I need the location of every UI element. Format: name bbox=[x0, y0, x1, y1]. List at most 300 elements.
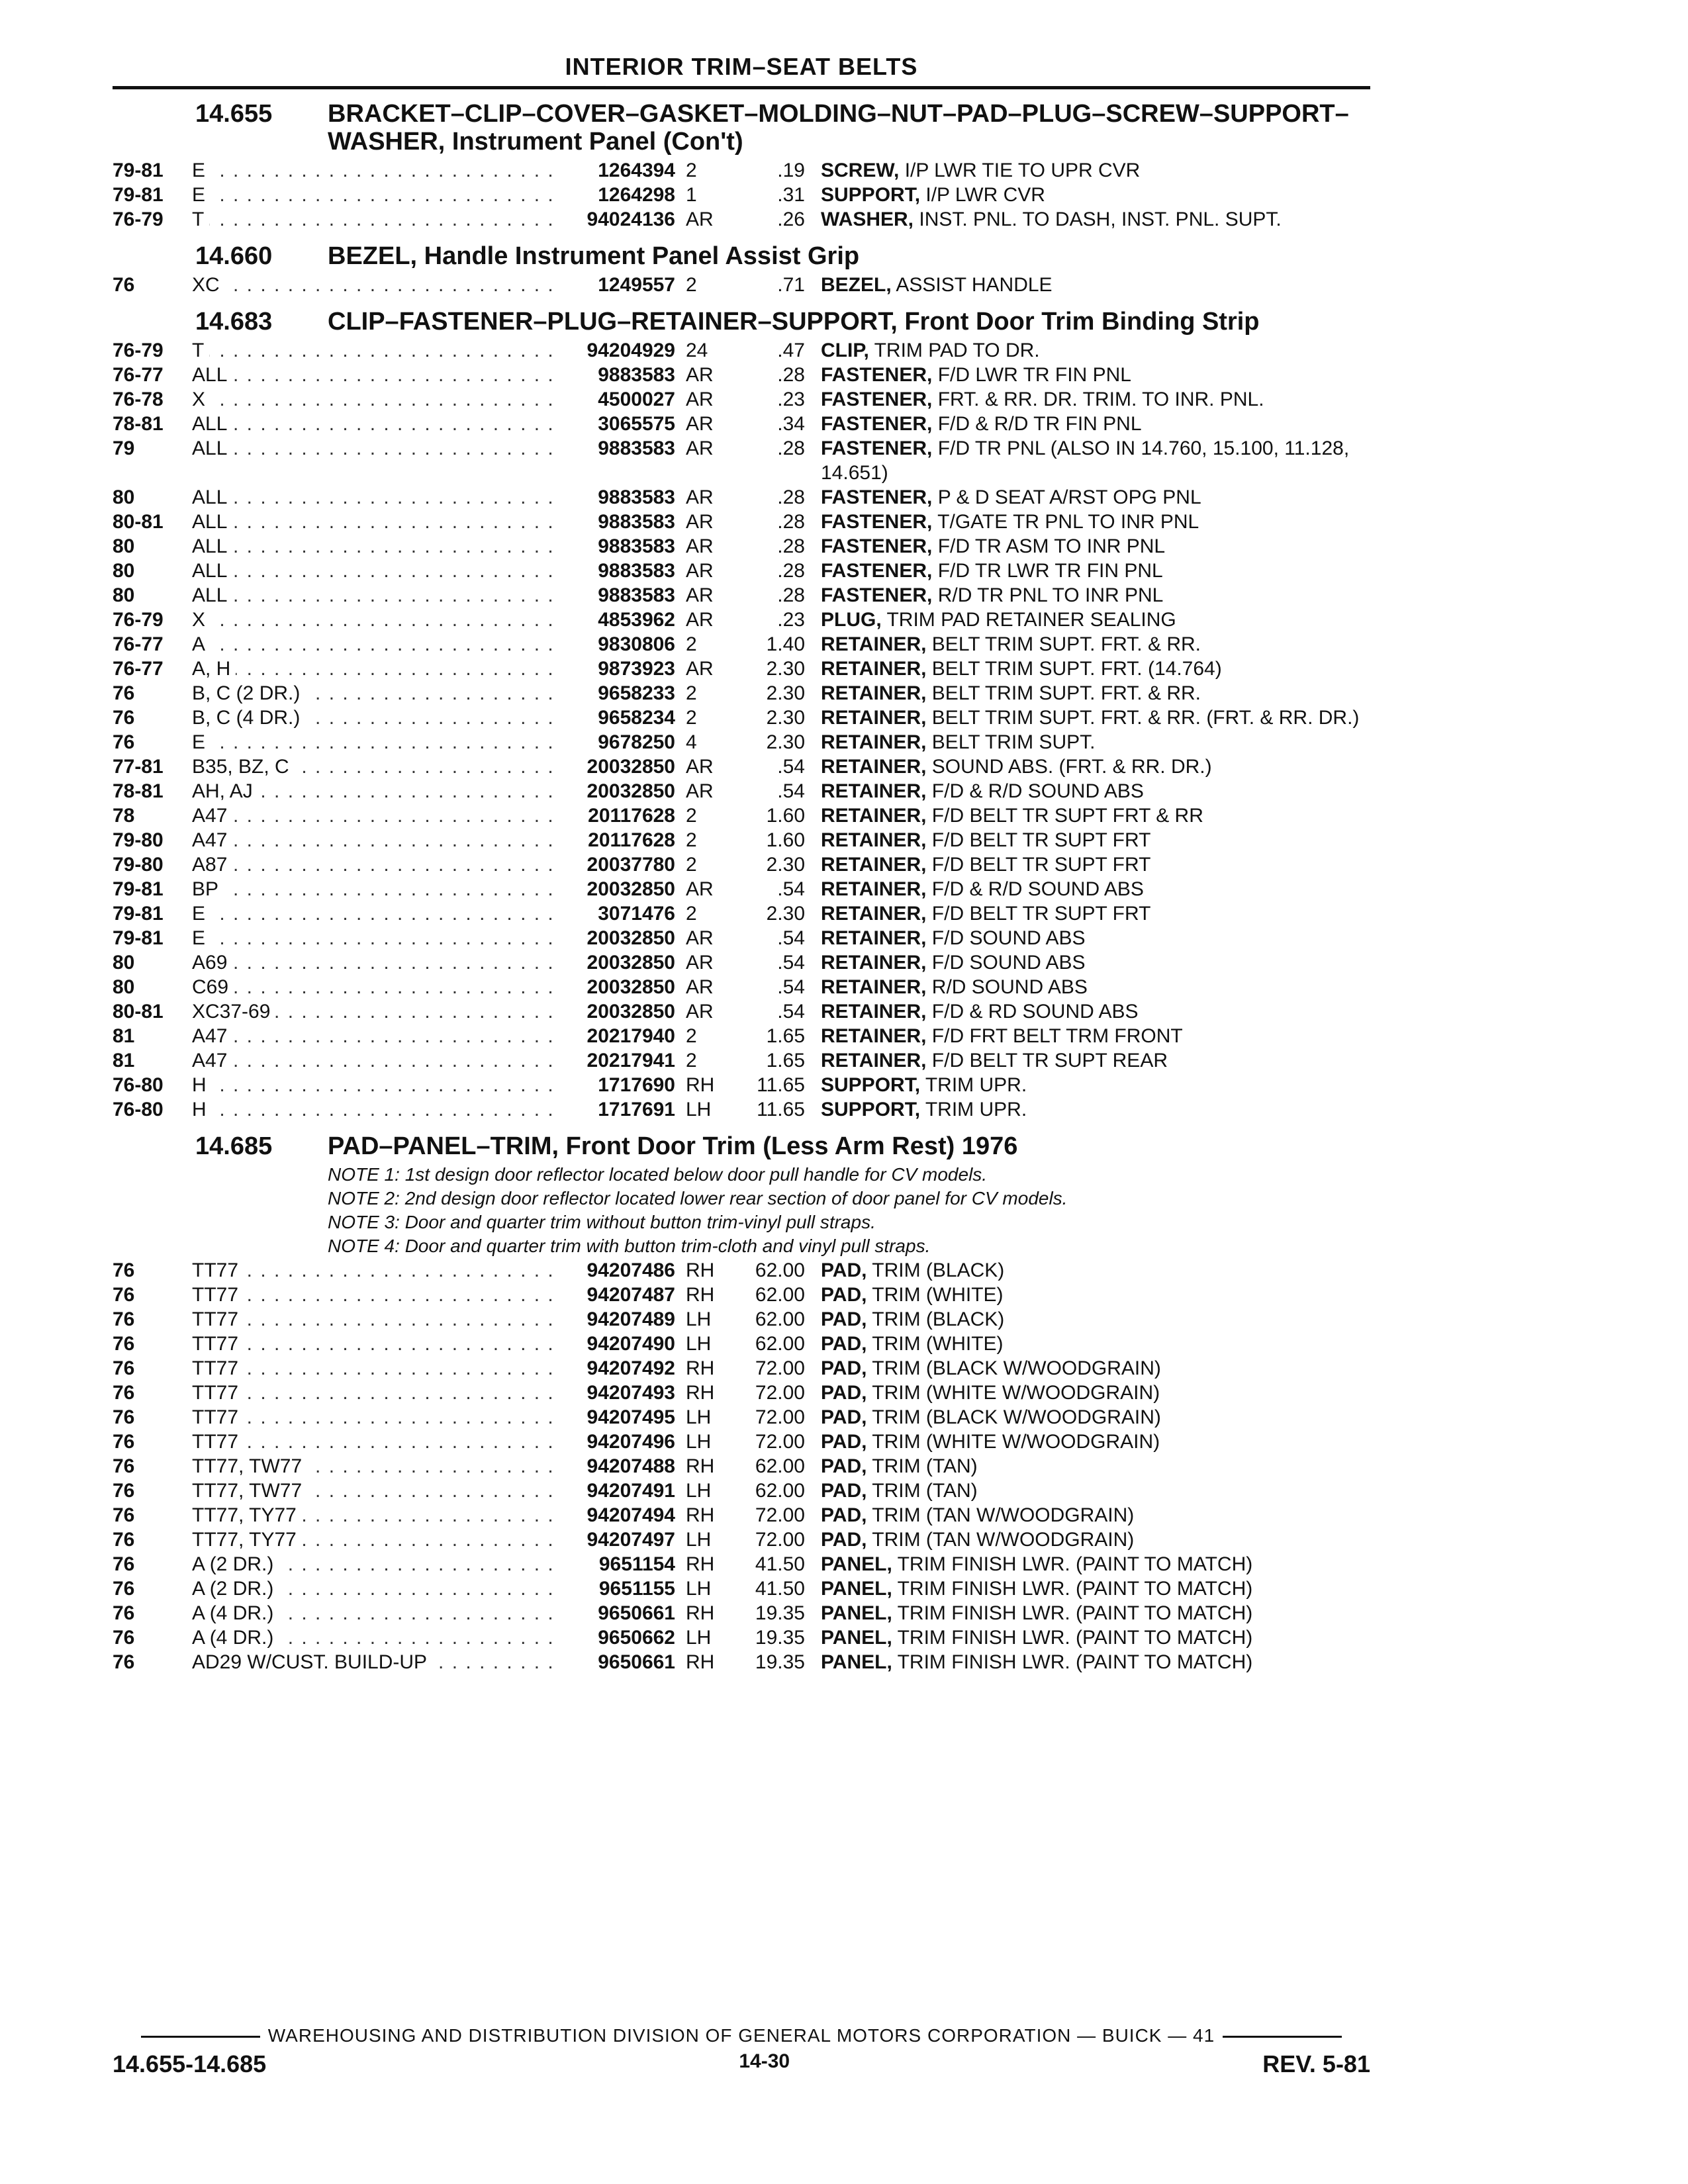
price-cell: .54 bbox=[777, 927, 805, 949]
description-name: RETAINER, bbox=[821, 780, 927, 802]
description-name: RETAINER, bbox=[821, 854, 927, 876]
model-cell bbox=[192, 1097, 563, 1122]
model-cell bbox=[192, 387, 563, 412]
part-number-cell: 94207492 bbox=[586, 1357, 675, 1379]
year-cell: 76-79 bbox=[113, 340, 164, 361]
table-row bbox=[113, 1430, 1370, 1454]
price-cell: .54 bbox=[777, 976, 805, 998]
model-cell bbox=[192, 1356, 563, 1381]
part-number-cell: 94207486 bbox=[586, 1259, 675, 1281]
section-number: 14.683 bbox=[195, 308, 273, 336]
model-cell bbox=[192, 705, 563, 730]
year-cell: 78 bbox=[113, 805, 135, 827]
description-name: PAD, bbox=[821, 1431, 867, 1453]
model-text: XC37-69 bbox=[192, 1001, 275, 1023]
section-heading bbox=[113, 242, 1370, 270]
year-cell: 76 bbox=[113, 1504, 135, 1526]
quantity-cell: AR bbox=[686, 388, 714, 410]
part-number-cell: 9650661 bbox=[598, 1651, 675, 1673]
model-text: ALL bbox=[192, 560, 232, 582]
description-text: F/D TR ASM TO INR PNL bbox=[937, 535, 1166, 557]
quantity-cell: LH bbox=[686, 1308, 712, 1330]
description-text: TRIM UPR. bbox=[925, 1074, 1027, 1096]
description-name: RETAINER, bbox=[821, 1001, 927, 1023]
description-cell bbox=[821, 926, 1370, 950]
price-cell: .19 bbox=[777, 159, 805, 181]
quantity-cell: AR bbox=[686, 658, 714, 680]
price-cell: 41.50 bbox=[755, 1578, 805, 1600]
part-number-cell: 1264394 bbox=[598, 159, 675, 181]
section-heading bbox=[113, 100, 1370, 156]
table-row bbox=[113, 877, 1370, 901]
table-row bbox=[113, 608, 1370, 632]
quantity-cell: 2 bbox=[686, 854, 697, 876]
model-text: E bbox=[192, 731, 211, 753]
year-cell: 76-77 bbox=[113, 658, 164, 680]
description-text: R/D TR PNL TO INR PNL bbox=[937, 584, 1164, 606]
table-row bbox=[113, 436, 1370, 485]
quantity-cell: LH bbox=[686, 1480, 712, 1502]
table-row bbox=[113, 1601, 1370, 1625]
part-number-cell: 9650661 bbox=[598, 1602, 675, 1624]
description-text: I/P LWR CVR bbox=[925, 184, 1045, 206]
model-cell bbox=[192, 1048, 563, 1073]
description-cell bbox=[821, 901, 1370, 926]
description-name: RETAINER, bbox=[821, 927, 927, 949]
model-text: ALL bbox=[192, 364, 232, 386]
price-cell: .54 bbox=[777, 878, 805, 900]
table-row bbox=[113, 975, 1370, 999]
model-text: ALL bbox=[192, 535, 232, 557]
part-number-cell: 9883583 bbox=[598, 560, 675, 582]
description-name: PAD, bbox=[821, 1333, 867, 1355]
year-cell: 78-81 bbox=[113, 780, 164, 802]
part-number-cell: 4500027 bbox=[598, 388, 675, 410]
description-text: BELT TRIM SUPT. FRT. & RR. bbox=[931, 633, 1201, 655]
description-text: F/D BELT TR SUPT FRT & RR bbox=[931, 805, 1203, 827]
model-cell bbox=[192, 338, 563, 363]
price-cell: .28 bbox=[777, 560, 805, 582]
description-cell bbox=[821, 207, 1370, 232]
quantity-cell: AR bbox=[686, 364, 714, 386]
price-cell: 19.35 bbox=[755, 1602, 805, 1624]
description-name: PANEL, bbox=[821, 1553, 892, 1575]
model-text: H bbox=[192, 1074, 212, 1096]
description-cell bbox=[821, 583, 1370, 608]
price-cell: .28 bbox=[777, 364, 805, 386]
table-row bbox=[113, 950, 1370, 975]
table-row bbox=[113, 1332, 1370, 1356]
model-cell bbox=[192, 975, 563, 999]
description-cell bbox=[821, 852, 1370, 877]
description-text: BELT TRIM SUPT. FRT. & RR. (FRT. & RR. DR.) bbox=[931, 707, 1360, 729]
year-cell: 79-81 bbox=[113, 159, 164, 181]
description-cell bbox=[821, 705, 1370, 730]
description-text: TRIM (WHITE W/WOODGRAIN) bbox=[872, 1382, 1160, 1404]
price-cell: .28 bbox=[777, 535, 805, 557]
part-number-cell: 20032850 bbox=[586, 756, 675, 778]
part-number-cell: 94207494 bbox=[586, 1504, 675, 1526]
part-number-cell: 20032850 bbox=[586, 1001, 675, 1023]
description-text: TRIM PAD RETAINER SEALING bbox=[886, 609, 1176, 631]
quantity-cell: LH bbox=[686, 1406, 712, 1428]
description-cell bbox=[821, 877, 1370, 901]
description-name: RETAINER, bbox=[821, 805, 927, 827]
model-text: T bbox=[192, 340, 209, 361]
description-cell bbox=[821, 1479, 1370, 1503]
quantity-cell: 4 bbox=[686, 731, 697, 753]
model-cell bbox=[192, 950, 563, 975]
price-cell: 2.30 bbox=[766, 731, 805, 753]
quantity-cell: RH bbox=[686, 1651, 715, 1673]
description-name: PAD, bbox=[821, 1259, 867, 1281]
year-cell: 76-77 bbox=[113, 364, 164, 386]
footer-bottom bbox=[113, 2050, 1370, 2078]
part-number-cell: 9883583 bbox=[598, 511, 675, 533]
model-cell bbox=[192, 583, 563, 608]
description-cell bbox=[821, 999, 1370, 1024]
table-row bbox=[113, 1073, 1370, 1097]
price-cell: .28 bbox=[777, 584, 805, 606]
page-title: INTERIOR TRIM–SEAT BELTS bbox=[565, 53, 918, 80]
part-number-cell: 20217941 bbox=[586, 1050, 675, 1071]
description-text: F/D BELT TR SUPT REAR bbox=[931, 1050, 1168, 1071]
part-number-cell: 20032850 bbox=[586, 927, 675, 949]
model-cell bbox=[192, 754, 563, 779]
description-text: TRIM (WHITE) bbox=[872, 1333, 1004, 1355]
description-name: FASTENER, bbox=[821, 388, 933, 410]
description-text: R/D SOUND ABS bbox=[931, 976, 1088, 998]
footer-rule-left bbox=[141, 2036, 260, 2038]
section-title: PAD–PANEL–TRIM, Front Door Trim (Less Arm Rest) 1976 bbox=[328, 1132, 1018, 1160]
description-name: PAD, bbox=[821, 1480, 867, 1502]
description-text: TRIM (TAN W/WOODGRAIN) bbox=[872, 1529, 1135, 1551]
description-cell bbox=[821, 485, 1370, 510]
table-row bbox=[113, 207, 1370, 232]
year-cell: 76 bbox=[113, 1455, 135, 1477]
quantity-cell: AR bbox=[686, 878, 714, 900]
table-row bbox=[113, 1625, 1370, 1650]
quantity-cell: 2 bbox=[686, 903, 697, 925]
quantity-cell: AR bbox=[686, 976, 714, 998]
description-text: F/D TR PNL (ALSO IN 14.760, 15.100, 11.128, 14.651) bbox=[821, 437, 1350, 484]
description-cell bbox=[821, 632, 1370, 657]
part-number-cell: 1249557 bbox=[598, 274, 675, 296]
model-cell bbox=[192, 926, 563, 950]
description-name: WASHER, bbox=[821, 208, 914, 230]
table-row bbox=[113, 901, 1370, 926]
year-cell: 79-81 bbox=[113, 927, 164, 949]
quantity-cell: 2 bbox=[686, 682, 697, 704]
description-name: FASTENER, bbox=[821, 560, 933, 582]
model-text: B35, BZ, C bbox=[192, 756, 295, 778]
description-text: TRIM (TAN W/WOODGRAIN) bbox=[872, 1504, 1135, 1526]
model-text: H bbox=[192, 1099, 212, 1120]
description-name: PANEL, bbox=[821, 1627, 892, 1649]
price-cell: 19.35 bbox=[755, 1627, 805, 1649]
table-row bbox=[113, 999, 1370, 1024]
part-number-cell: 9873923 bbox=[598, 658, 675, 680]
table-row bbox=[113, 1479, 1370, 1503]
price-cell: 1.60 bbox=[766, 829, 805, 851]
model-cell bbox=[192, 657, 563, 681]
description-text: TRIM (BLACK W/WOODGRAIN) bbox=[872, 1357, 1161, 1379]
table-row bbox=[113, 828, 1370, 852]
description-text: TRIM (WHITE) bbox=[872, 1284, 1004, 1306]
quantity-cell: 2 bbox=[686, 1050, 697, 1071]
description-name: BEZEL, bbox=[821, 274, 892, 296]
price-cell: .34 bbox=[777, 413, 805, 435]
year-cell: 80 bbox=[113, 952, 135, 974]
model-text: A87 bbox=[192, 854, 232, 876]
section-title: BRACKET–CLIP–COVER–GASKET–MOLDING–NUT–PAD–PLUG–SCREW–SUPPORT–WASHER, Instrument Panel (Con't) bbox=[328, 100, 1349, 156]
price-cell: 2.30 bbox=[766, 707, 805, 729]
table-row bbox=[113, 1356, 1370, 1381]
description-cell bbox=[821, 363, 1370, 387]
part-number-cell: 3065575 bbox=[598, 413, 675, 435]
description-text: TRIM FINISH LWR. (PAINT TO MATCH) bbox=[897, 1602, 1253, 1624]
model-cell bbox=[192, 1527, 563, 1552]
year-cell: 80 bbox=[113, 560, 135, 582]
model-text: E bbox=[192, 184, 211, 206]
model-text: A47 bbox=[192, 829, 232, 851]
part-number-cell: 9658234 bbox=[598, 707, 675, 729]
section-number: 14.685 bbox=[195, 1132, 273, 1160]
part-number-cell: 20032850 bbox=[586, 878, 675, 900]
price-cell: 72.00 bbox=[755, 1382, 805, 1404]
model-cell bbox=[192, 1576, 563, 1601]
description-text: TRIM FINISH LWR. (PAINT TO MATCH) bbox=[897, 1651, 1253, 1673]
quantity-cell: 2 bbox=[686, 829, 697, 851]
model-cell bbox=[192, 999, 563, 1024]
model-cell bbox=[192, 412, 563, 436]
footer-revision: REV. 5-81 bbox=[1262, 2050, 1370, 2077]
description-cell bbox=[821, 158, 1370, 183]
description-cell bbox=[821, 975, 1370, 999]
part-number-cell: 20117628 bbox=[588, 805, 675, 827]
price-cell: 72.00 bbox=[755, 1406, 805, 1428]
model-cell bbox=[192, 1332, 563, 1356]
model-cell bbox=[192, 852, 563, 877]
table-row bbox=[113, 1097, 1370, 1122]
part-number-cell: 94207496 bbox=[586, 1431, 675, 1453]
model-text: TT77 bbox=[192, 1406, 244, 1428]
part-number-cell: 9883583 bbox=[598, 486, 675, 508]
table-row bbox=[113, 485, 1370, 510]
description-name: SUPPORT, bbox=[821, 1074, 921, 1096]
year-cell: 76-78 bbox=[113, 388, 164, 410]
year-cell: 80-81 bbox=[113, 1001, 164, 1023]
part-number-cell: 20117628 bbox=[588, 829, 675, 851]
model-text: TT77, TY77 bbox=[192, 1529, 302, 1551]
description-text: BELT TRIM SUPT. FRT. & RR. bbox=[931, 682, 1201, 704]
table-row bbox=[113, 779, 1370, 803]
price-cell: 2.30 bbox=[766, 682, 805, 704]
year-cell: 76 bbox=[113, 1357, 135, 1379]
price-cell: 11.65 bbox=[757, 1074, 805, 1096]
note-line: NOTE 4: Door and quarter trim with button trim-cloth and vinyl pull straps. bbox=[328, 1236, 931, 1256]
description-text: TRIM (WHITE W/WOODGRAIN) bbox=[872, 1431, 1160, 1453]
description-cell bbox=[821, 1097, 1370, 1122]
quantity-cell: 24 bbox=[686, 340, 708, 361]
section-notes bbox=[245, 1163, 1370, 1258]
description-name: FASTENER, bbox=[821, 364, 933, 386]
description-cell bbox=[821, 273, 1370, 297]
model-text: A47 bbox=[192, 1050, 232, 1071]
description-text: F/D BELT TR SUPT FRT bbox=[931, 854, 1151, 876]
year-cell: 80 bbox=[113, 976, 135, 998]
table-row bbox=[113, 559, 1370, 583]
part-number-cell: 9651154 bbox=[598, 1553, 675, 1575]
description-name: FASTENER, bbox=[821, 511, 933, 533]
model-text: TT77 bbox=[192, 1284, 244, 1306]
table-row bbox=[113, 1283, 1370, 1307]
model-text: A47 bbox=[192, 1025, 232, 1047]
part-number-cell: 94204929 bbox=[586, 340, 675, 361]
header-rule bbox=[113, 86, 1370, 89]
description-cell bbox=[821, 436, 1370, 485]
description-name: FASTENER, bbox=[821, 413, 933, 435]
description-name: RETAINER, bbox=[821, 707, 927, 729]
table-row bbox=[113, 1307, 1370, 1332]
model-cell bbox=[192, 1024, 563, 1048]
model-cell bbox=[192, 1625, 563, 1650]
quantity-cell: AR bbox=[686, 756, 714, 778]
price-cell: .23 bbox=[777, 388, 805, 410]
table-row bbox=[113, 705, 1370, 730]
description-cell bbox=[821, 657, 1370, 681]
description-text: F/D FRT BELT TRM FRONT bbox=[931, 1025, 1183, 1047]
table-row bbox=[113, 1576, 1370, 1601]
model-text: A bbox=[192, 633, 211, 655]
description-name: PANEL, bbox=[821, 1651, 892, 1673]
year-cell: 76 bbox=[113, 1578, 135, 1600]
description-name: PAD, bbox=[821, 1504, 867, 1526]
description-name: PAD, bbox=[821, 1455, 867, 1477]
model-cell bbox=[192, 608, 563, 632]
description-text: FRT. & RR. DR. TRIM. TO INR. PNL. bbox=[937, 388, 1264, 410]
model-text: T bbox=[192, 208, 209, 230]
price-cell: .71 bbox=[777, 274, 805, 296]
quantity-cell: RH bbox=[686, 1382, 715, 1404]
year-cell: 79-80 bbox=[113, 829, 164, 851]
quantity-cell: RH bbox=[686, 1504, 715, 1526]
description-cell bbox=[821, 1625, 1370, 1650]
description-name: PAD, bbox=[821, 1284, 867, 1306]
price-cell: 72.00 bbox=[755, 1504, 805, 1526]
price-cell: 1.60 bbox=[766, 805, 805, 827]
price-cell: .26 bbox=[777, 208, 805, 230]
description-name: PAD, bbox=[821, 1357, 867, 1379]
model-cell bbox=[192, 1479, 563, 1503]
table-row bbox=[113, 183, 1370, 207]
price-cell: 62.00 bbox=[755, 1308, 805, 1330]
year-cell: 76-79 bbox=[113, 609, 164, 631]
description-text: TRIM FINISH LWR. (PAINT TO MATCH) bbox=[897, 1578, 1253, 1600]
price-cell: 2.30 bbox=[766, 903, 805, 925]
model-cell bbox=[192, 901, 563, 926]
price-cell: 72.00 bbox=[755, 1529, 805, 1551]
part-number-cell: 9678250 bbox=[598, 731, 675, 753]
description-name: RETAINER, bbox=[821, 658, 927, 680]
part-number-cell: 94207490 bbox=[586, 1333, 675, 1355]
description-cell bbox=[821, 950, 1370, 975]
year-cell: 76 bbox=[113, 1529, 135, 1551]
quantity-cell: AR bbox=[686, 560, 714, 582]
year-cell: 76 bbox=[113, 1480, 135, 1502]
year-cell: 76 bbox=[113, 1627, 135, 1649]
model-cell bbox=[192, 1283, 563, 1307]
quantity-cell: RH bbox=[686, 1259, 715, 1281]
model-text: BP bbox=[192, 878, 224, 900]
price-cell: 72.00 bbox=[755, 1357, 805, 1379]
model-cell bbox=[192, 158, 563, 183]
model-cell bbox=[192, 1650, 563, 1674]
description-name: FASTENER, bbox=[821, 437, 933, 459]
year-cell: 81 bbox=[113, 1050, 135, 1071]
year-cell: 76 bbox=[113, 1406, 135, 1428]
description-name: PAD, bbox=[821, 1308, 867, 1330]
price-cell: .54 bbox=[777, 952, 805, 974]
footer-division-line bbox=[113, 2025, 1370, 2046]
description-text: ASSIST HANDLE bbox=[896, 274, 1053, 296]
part-number-cell: 20032850 bbox=[586, 976, 675, 998]
description-text: F/D SOUND ABS bbox=[931, 927, 1086, 949]
model-text: X bbox=[192, 609, 211, 631]
year-cell: 76 bbox=[113, 274, 135, 296]
description-text: F/D BELT TR SUPT FRT bbox=[931, 829, 1151, 851]
price-cell: 19.35 bbox=[755, 1651, 805, 1673]
model-text: XC bbox=[192, 274, 225, 296]
description-name: FASTENER, bbox=[821, 486, 933, 508]
description-text: F/D & R/D TR FIN PNL bbox=[937, 413, 1142, 435]
year-cell: 79-81 bbox=[113, 878, 164, 900]
description-cell bbox=[821, 534, 1370, 559]
section-title: CLIP–FASTENER–PLUG–RETAINER–SUPPORT, Front Door Trim Binding Strip bbox=[328, 308, 1260, 336]
model-cell bbox=[192, 803, 563, 828]
description-cell bbox=[821, 1024, 1370, 1048]
year-cell: 76 bbox=[113, 682, 135, 704]
description-name: PAD, bbox=[821, 1382, 867, 1404]
description-text: SOUND ABS. (FRT. & RR. DR.) bbox=[931, 756, 1212, 778]
quantity-cell: 2 bbox=[686, 159, 697, 181]
description-cell bbox=[821, 338, 1370, 363]
model-text: TT77 bbox=[192, 1308, 244, 1330]
year-cell: 76 bbox=[113, 1382, 135, 1404]
table-row bbox=[113, 534, 1370, 559]
description-name: PLUG, bbox=[821, 609, 882, 631]
model-cell bbox=[192, 273, 563, 297]
year-cell: 80 bbox=[113, 486, 135, 508]
model-text: ALL bbox=[192, 486, 232, 508]
model-text: A (4 DR.) bbox=[192, 1602, 279, 1624]
description-text: I/P LWR TIE TO UPR CVR bbox=[904, 159, 1141, 181]
model-text: ALL bbox=[192, 511, 232, 533]
description-text: F/D & R/D SOUND ABS bbox=[931, 780, 1144, 802]
part-number-cell: 94207491 bbox=[586, 1480, 675, 1502]
description-text: P & D SEAT A/RST OPG PNL bbox=[937, 486, 1201, 508]
model-cell bbox=[192, 1601, 563, 1625]
description-name: FASTENER, bbox=[821, 584, 933, 606]
quantity-cell: AR bbox=[686, 486, 714, 508]
price-cell: 11.65 bbox=[757, 1099, 805, 1120]
part-number-cell: 9883583 bbox=[598, 535, 675, 557]
table-row bbox=[113, 754, 1370, 779]
description-cell bbox=[821, 1430, 1370, 1454]
description-cell bbox=[821, 730, 1370, 754]
quantity-cell: RH bbox=[686, 1455, 715, 1477]
model-text: AD29 W/CUST. BUILD-UP bbox=[192, 1651, 432, 1673]
